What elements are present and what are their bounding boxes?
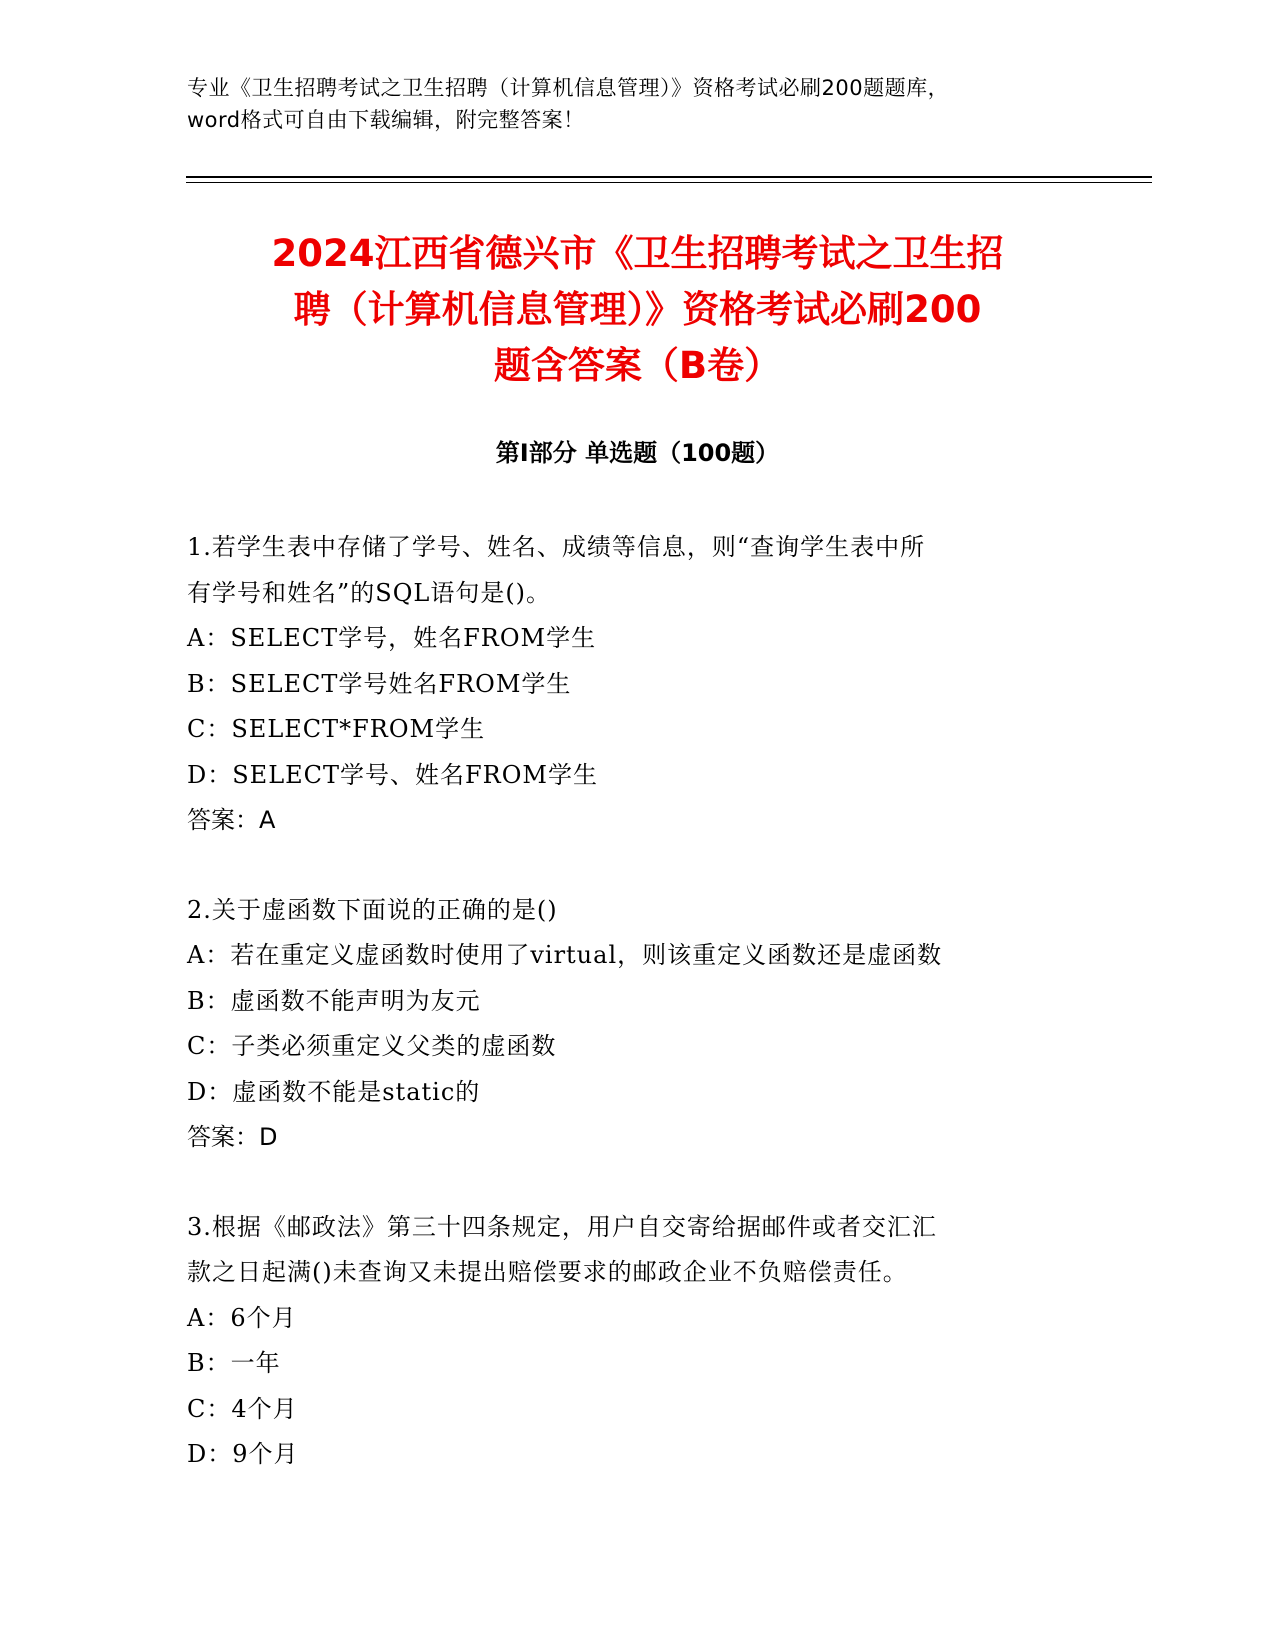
question-answer: 答案：D	[187, 1123, 278, 1151]
title-line-3: 题含答案（B卷）	[493, 344, 782, 387]
header-note-line-1: 专业《卫生招聘考试之卫生招聘（计算机信息管理）》资格考试必刷200题题库，	[187, 76, 950, 100]
question-option: D：9个月	[187, 1440, 299, 1468]
question-item	[187, 888, 1087, 1161]
question-stem: 2.关于虚函数下面说的正确的是()	[187, 895, 558, 924]
question-option: A：若在重定义虚函数时使用了virtual，则该重定义函数还是虚函数	[187, 941, 943, 969]
header-divider-thick	[186, 176, 1152, 178]
question-stem: 有学号和姓名”的SQL语句是()。	[187, 578, 552, 607]
title-line-1: 2024江西省德兴市《卫生招聘考试之卫生招	[271, 232, 1004, 275]
question-option: B：虚函数不能声明为友元	[187, 986, 481, 1015]
question-stem: 3.根据《邮政法》第三十四条规定，用户自交寄给据邮件或者交汇汇	[187, 1212, 937, 1241]
title-line-2: 聘（计算机信息管理）》资格考试必刷200	[293, 288, 982, 331]
header-note-line-2: word格式可自由下载编辑，附完整答案！	[187, 108, 585, 132]
header-divider-thin	[186, 182, 1152, 183]
question-option: A：6个月	[187, 1303, 297, 1332]
question-item	[187, 525, 1087, 844]
document-title	[160, 226, 1115, 394]
question-option: B：一年	[187, 1349, 281, 1377]
section-heading: 第I部分 单选题（100题）	[495, 439, 780, 467]
question-option: C：4个月	[187, 1394, 298, 1423]
question-option: B：SELECT学号姓名FROM学生	[187, 669, 572, 698]
question-spacer	[187, 844, 1087, 888]
question-option: D：虚函数不能是static的	[187, 1077, 481, 1106]
question-option: C：子类必须重定义父类的虚函数	[187, 1032, 557, 1060]
question-spacer	[187, 1161, 1087, 1205]
question-list	[187, 525, 1087, 1478]
question-stem: 款之日起满()未查询又未提出赔偿要求的邮政企业不负赔偿责任。	[187, 1258, 908, 1286]
question-option: A：SELECT学号，姓名FROM学生	[187, 624, 597, 652]
question-option: D：SELECT学号、姓名FROM学生	[187, 760, 599, 789]
question-answer: 答案：A	[187, 806, 276, 834]
question-item	[187, 1205, 1087, 1478]
question-stem: 1.若学生表中存储了学号、姓名、成绩等信息，则“查询学生表中所	[187, 533, 926, 561]
question-option: C：SELECT*FROM学生	[187, 715, 486, 743]
document-header-note	[187, 72, 1087, 136]
